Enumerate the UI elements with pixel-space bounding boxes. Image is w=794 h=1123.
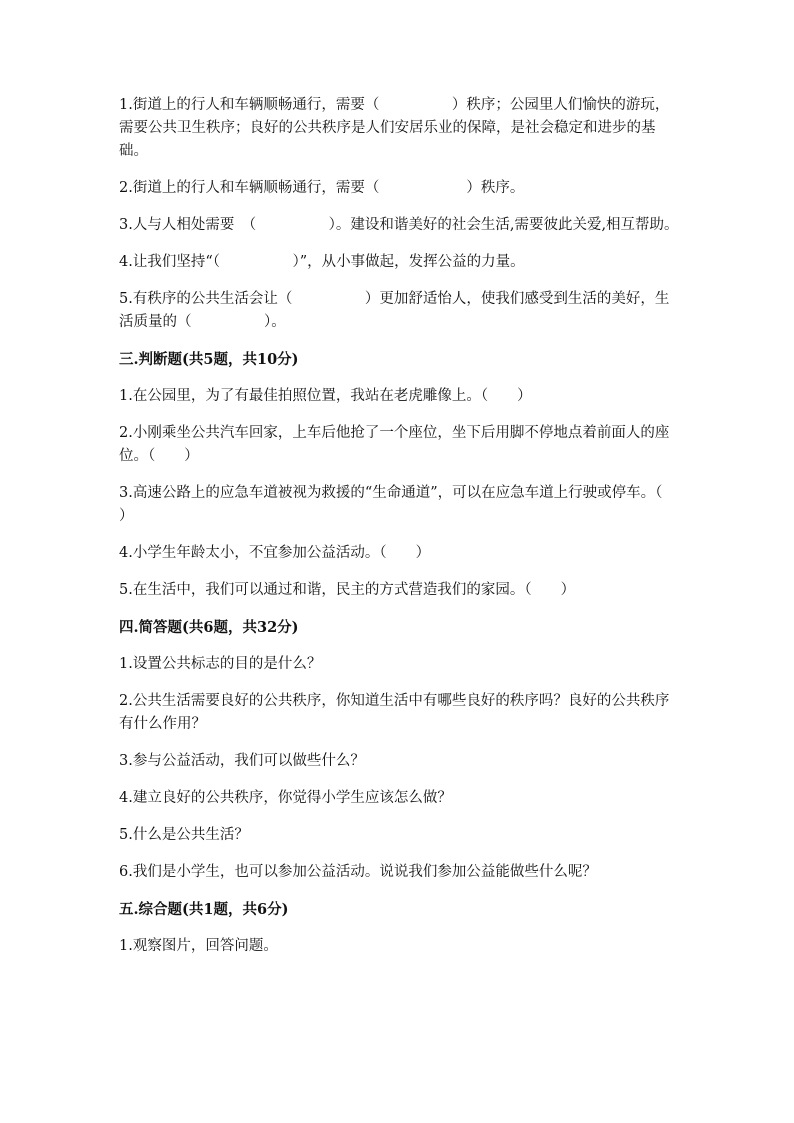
section-heading-judgment: 三.判断题(共5题，共10分) [119, 351, 299, 368]
exam-page [119, 94, 692, 972]
short-answer-question-2: 2.公共生活需要良好的公共秩序，你知道生活中有哪些良好的秩序吗？良好的公共秩序有什么作用？ [119, 693, 670, 732]
fill-blank-question-2: 2.街道上的行人和车辆顺畅通行，需要（ ）秩序。 [119, 180, 525, 196]
short-answer-question-4: 4.建立良好的公共秩序，你觉得小学生应该怎么做？ [119, 790, 452, 806]
short-answer-question-3: 3.参与公益活动，我们可以做些什么？ [119, 753, 365, 769]
fill-blank-question-3: 3.人与人相处需要 （ ）。建设和谐美好的社会生活,需要彼此关爱,相互帮助。 [119, 217, 679, 233]
short-answer-question-5: 5.什么是公共生活？ [119, 827, 249, 843]
section-heading-short-answer: 四.简答题(共6题，共32分) [119, 619, 299, 636]
judgment-question-2: 2.小刚乘坐公共汽车回家，上车后他抢了一个座位，坐下后用脚不停地点着前面人的座位。（ ） [119, 425, 670, 464]
short-answer-question-6: 6.我们是小学生，也可以参加公益活动。说说我们参加公益能做些什么呢？ [119, 864, 597, 880]
fill-blank-question-4: 4.让我们坚持“（ ）”，从小事做起，发挥公益的力量。 [119, 254, 525, 270]
comprehensive-question-1: 1.观察图片，回答问题。 [119, 938, 278, 954]
section-heading-comprehensive: 五.综合题(共1题，共6分) [119, 901, 289, 918]
judgment-question-5: 5.在生活中，我们可以通过和谐，民主的方式营造我们的家园。（ ） [119, 582, 576, 598]
fill-blank-question-1: 1.街道上的行人和车辆顺畅通行，需要（ ）秩序；公园里人们愉快的游玩，需要公共卫生秩序；良好的公共秩序是人们安居乐业的保障，是社会稳定和进步的基础。 [119, 97, 670, 159]
fill-blank-question-5: 5.有秩序的公共生活会让（ ）更加舒适怡人，使我们感受到生活的美好，生活质量的（ ）。 [119, 291, 670, 330]
judgment-question-1: 1.在公园里，为了有最佳拍照位置，我站在老虎雕像上。（ ） [119, 388, 532, 404]
judgment-question-3: 3.高速公路上的应急车道被视为救援的“生命通道”，可以在应急车道上行驶或停车。（ ） [119, 485, 692, 524]
judgment-question-4: 4.小学生年龄太小，不宜参加公益活动。（ ） [119, 545, 431, 561]
short-answer-question-1: 1.设置公共标志的目的是什么？ [119, 656, 322, 672]
